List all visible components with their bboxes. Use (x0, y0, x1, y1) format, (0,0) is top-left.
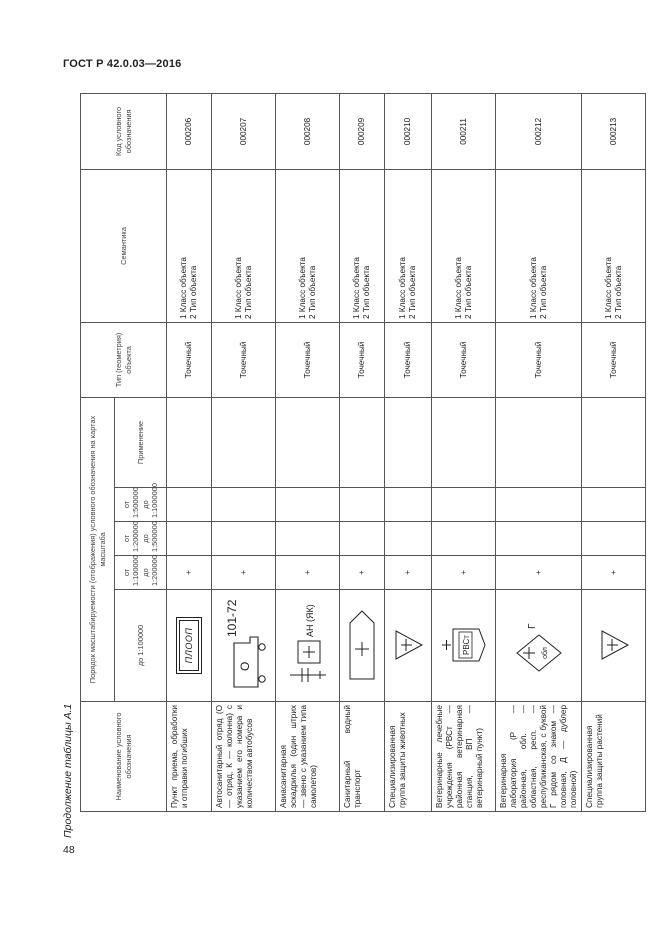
row-scale-empty (582, 522, 646, 556)
row-code: 000208 (276, 93, 340, 169)
row-scale-empty (340, 522, 385, 556)
bus-unit-letter: О (237, 662, 252, 672)
row-scale-mark: + (276, 556, 340, 590)
row-name: Ветеринарные лечебные учреждения (РВСт — районная ветеринарная станция, ВП — ветеринарный пункт) (432, 702, 496, 812)
veterinary-lab-symbol (513, 616, 565, 676)
row-scale-mark: + (212, 556, 276, 590)
semantics-line: 2 Тип объекта (408, 265, 417, 319)
header-scale-2: от 1:100000 до 1:200000 (115, 556, 167, 590)
row-symbol (582, 590, 646, 702)
row-semantics (212, 169, 276, 322)
bus-unit-symbol (216, 596, 272, 696)
row-note-empty (276, 397, 340, 487)
table-header-row (81, 93, 115, 811)
row-geometry: Точечный (167, 322, 212, 397)
plant-protection-symbol (596, 626, 632, 666)
row-scale-mark: + (167, 556, 212, 590)
table-row (167, 93, 212, 811)
row-scale-mark: + (582, 556, 646, 590)
semantics-line: 1 Класс объекта (528, 257, 538, 319)
data-table-rotated (80, 94, 623, 812)
table-row (385, 93, 432, 811)
row-semantics (340, 169, 385, 322)
row-symbol (167, 590, 212, 702)
row-symbol (432, 590, 496, 702)
row-scale-mark: + (496, 556, 582, 590)
semantics-line: 2 Тип объекта (307, 265, 317, 319)
row-scale-empty (167, 522, 212, 556)
veterinary-lab-letter: Г (526, 624, 538, 630)
veterinary-station-label: РВСт (461, 635, 471, 656)
table-row (212, 93, 276, 811)
water-transport-symbol (342, 606, 382, 686)
page-number: 48 (63, 844, 75, 856)
row-geometry: Точечный (340, 322, 385, 397)
row-scale-empty (276, 488, 340, 522)
table-row (340, 93, 385, 811)
row-note-empty (582, 397, 646, 487)
row-name: Специализированная группа защиты животных (385, 702, 432, 812)
header-name: Наименование условного обозначения (81, 702, 167, 812)
row-scale-empty (385, 488, 432, 522)
row-symbol (340, 590, 385, 702)
row-name: Ветеринарная лаборатория (Р — районная, обл. — областная, респ. — республиканская, с буквой Г рядом со знаком — головная, Д — дублер головной) (496, 702, 582, 812)
row-symbol (212, 590, 276, 702)
semantics-line: 1 Класс объекта (398, 257, 407, 319)
semantics-line: 2 Тип объекта (362, 265, 371, 319)
semantics-line: 2 Тип объекта (189, 265, 198, 319)
row-geometry: Точечный (432, 322, 496, 397)
row-semantics (432, 169, 496, 322)
row-symbol (496, 590, 582, 702)
row-geometry: Точечный (385, 322, 432, 397)
aircraft-type-label: АН (ЯК) (304, 604, 315, 638)
row-semantics (276, 169, 340, 322)
header-code: Код условного обозначения (81, 93, 167, 169)
veterinary-lab-label: обл (541, 647, 549, 660)
row-name: Санитарный водный транспорт (340, 702, 385, 812)
row-scale-mark: + (385, 556, 432, 590)
row-code: 000207 (212, 93, 276, 169)
row-scale-mark: + (432, 556, 496, 590)
row-geometry: Точечный (582, 322, 646, 397)
row-note-empty (167, 397, 212, 487)
row-note-empty (432, 397, 496, 487)
semantics-line: 2 Тип объекта (463, 265, 473, 319)
row-scale-empty (385, 522, 432, 556)
ploop-symbol-frame (176, 617, 203, 675)
semantics-line: 1 Класс объекта (179, 257, 188, 319)
row-code: 000211 (432, 93, 496, 169)
symbols-table (80, 93, 646, 812)
semantics-line: 1 Класс объекта (352, 257, 361, 319)
row-code: 000209 (340, 93, 385, 169)
semantics-line: 1 Класс объекта (233, 257, 243, 319)
row-geometry: Точечный (496, 322, 582, 397)
row-symbol (385, 590, 432, 702)
header-scale-group: Порядок масштабируемости (отображения) условного обозначения на картах масштаба (81, 397, 115, 701)
row-code: 000212 (496, 93, 582, 169)
aviation-squadron-symbol (280, 596, 336, 696)
table-caption: Продолжение таблицы А.1 (62, 703, 74, 838)
animal-protection-symbol (390, 626, 426, 666)
semantics-line: 2 Тип объекта (538, 265, 548, 319)
row-symbol (276, 590, 340, 702)
row-code: 000210 (385, 93, 432, 169)
header-scale-1: до 1:100000 (115, 590, 167, 702)
table-row (582, 93, 646, 811)
row-scale-empty (276, 522, 340, 556)
table-row (496, 93, 582, 811)
row-semantics (385, 169, 432, 322)
header-geometry: Тип (геометрия) объекта (81, 322, 167, 397)
header-scale-4: от 1:500000 до 1:1000000 (115, 488, 167, 522)
header-semantics: Семантика (81, 169, 167, 322)
row-scale-empty (432, 488, 496, 522)
row-geometry: Точечный (276, 322, 340, 397)
semantics-line: 1 Класс объекта (297, 257, 307, 319)
table-row (432, 93, 496, 811)
row-scale-empty (212, 488, 276, 522)
row-scale-empty (496, 488, 582, 522)
ploop-symbol-label: ПЛООП (179, 620, 200, 672)
row-semantics (582, 169, 646, 322)
row-name: Пункт приема, обработки и отправки погибших (167, 702, 212, 812)
document-header: ГОСТ Р 42.0.03—2016 (63, 58, 182, 70)
row-note-empty (212, 397, 276, 487)
row-geometry: Точечный (212, 322, 276, 397)
row-scale-empty (167, 488, 212, 522)
header-scale-3: от 1:200000 до 1:500000 (115, 522, 167, 556)
table-row (276, 93, 340, 811)
row-scale-empty (496, 522, 582, 556)
header-note: Применение (115, 397, 167, 487)
row-note-empty (340, 397, 385, 487)
row-name: Автосанитарный отряд (О — отряд, К — колонна) с указанием его номера и количеством автобусов (212, 702, 276, 812)
row-semantics (167, 169, 212, 322)
bus-unit-number: 101-72 (224, 600, 239, 638)
row-scale-empty (582, 488, 646, 522)
row-code: 000213 (582, 93, 646, 169)
semantics-line: 2 Тип объекта (243, 265, 253, 319)
row-scale-empty (432, 522, 496, 556)
row-name: Авиасанитарная эскадрилья (один штрих — звено с указанием типа самолетов) (276, 702, 340, 812)
row-semantics (496, 169, 582, 322)
row-note-empty (385, 397, 432, 487)
row-code: 000206 (167, 93, 212, 169)
row-scale-mark: + (340, 556, 385, 590)
row-note-empty (496, 397, 582, 487)
semantics-line: 1 Класс объекта (453, 257, 463, 319)
veterinary-station-symbol (439, 624, 489, 668)
semantics-line: 1 Класс объекта (603, 257, 613, 319)
row-scale-empty (212, 522, 276, 556)
row-name: Специализированная группа защиты растений (582, 702, 646, 812)
semantics-line: 2 Тип объекта (613, 265, 623, 319)
row-scale-empty (340, 488, 385, 522)
